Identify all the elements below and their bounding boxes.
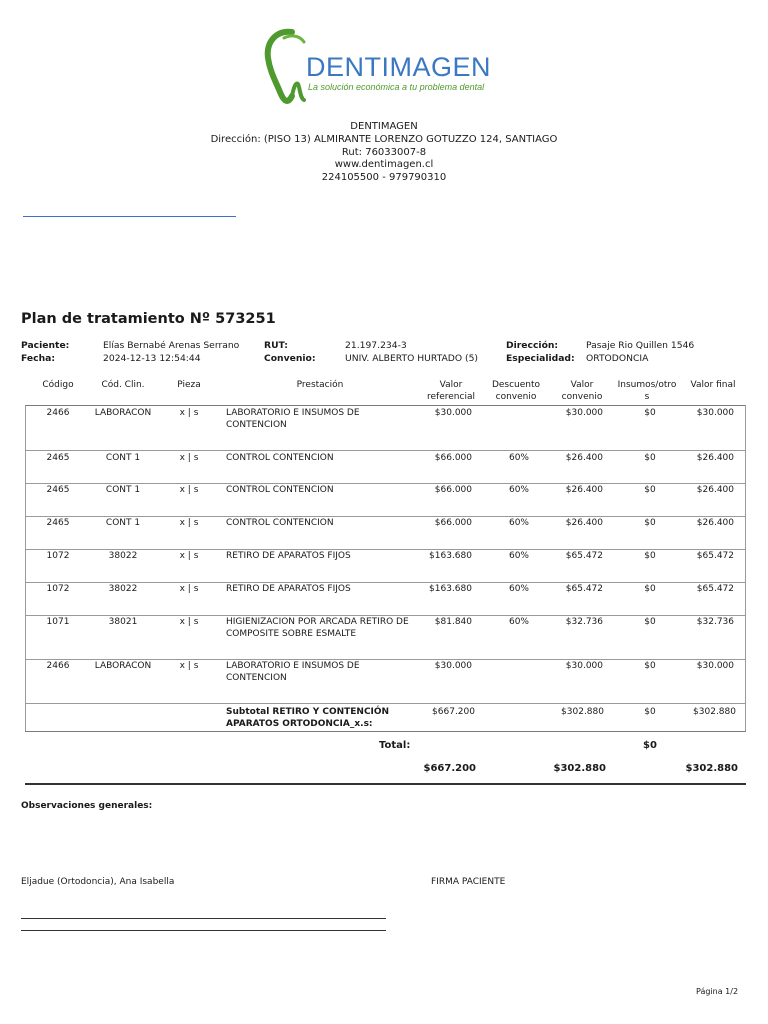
total-valor-conv: $302.880 [553, 763, 606, 774]
row-divider [25, 615, 746, 616]
cell-valor-ref: $66.000 [434, 518, 472, 528]
total-valor-final: $302.880 [685, 763, 738, 774]
cell-insumos: $0 [644, 584, 656, 594]
cell-valor-ref: $30.000 [434, 408, 472, 418]
cell-valor-ref: $81.840 [434, 617, 472, 627]
rut-label: RUT: [264, 340, 288, 351]
cell-valor-final: $30.000 [696, 661, 734, 671]
fecha-label: Fecha: [21, 353, 55, 364]
direccion-value: Pasaje Rio Quillen 1546 [586, 340, 695, 351]
cell-valor-ref: $66.000 [434, 485, 472, 495]
company-phones: 224105500 - 979790310 [321, 172, 447, 184]
cell-cod-clin: LABORACON [94, 408, 152, 418]
cell-prestacion: HIGIENIZACION POR ARCADA RETIRO DE COMPOSITE SOBRE ESMALTE [226, 617, 409, 639]
cell-codigo: 2466 [46, 661, 70, 671]
cell-pieza: x | s [179, 551, 199, 561]
subtotal-label: Subtotal RETIRO Y CONTENCIÓN APARATOS ORTODONCIA_x.s: [226, 707, 390, 729]
cell-cod-clin: CONT 1 [105, 453, 141, 463]
cell-insumos: $0 [644, 453, 656, 463]
cell-insumos: $0 [644, 617, 656, 627]
cell-valor-ref: $30.000 [434, 661, 472, 671]
cell-valor-final: $26.400 [696, 453, 734, 463]
total-label: Total: [379, 740, 411, 751]
row-divider [25, 659, 746, 660]
header-valor-referencial: Valor referencial [427, 380, 475, 402]
subtotal-underline [25, 731, 746, 732]
row-divider [25, 483, 746, 484]
cell-prestacion: CONTROL CONTENCION [226, 485, 334, 495]
subtotal-valor-final: $302.880 [693, 707, 736, 717]
cell-prestacion: RETIRO DE APARATOS FIJOS [226, 551, 351, 561]
cell-codigo: 1071 [46, 617, 70, 627]
paciente-label: Paciente: [21, 340, 70, 351]
row-divider [25, 450, 746, 451]
header-prestacion: Prestación [296, 380, 344, 390]
cell-pieza: x | s [179, 408, 199, 418]
cell-pieza: x | s [179, 453, 199, 463]
cell-cod-clin: CONT 1 [105, 485, 141, 495]
direccion-label: Dirección: [506, 340, 559, 351]
link-underline[interactable] [23, 216, 236, 217]
convenio-value: UNIV. ALBERTO HURTADO (5) [345, 353, 479, 364]
cell-codigo: 2466 [46, 408, 70, 418]
cell-pieza: x | s [179, 661, 199, 671]
total-valor-ref: $667.200 [423, 763, 476, 774]
cell-valor-ref: $66.000 [434, 453, 472, 463]
cell-valor-conv: $65.472 [565, 584, 603, 594]
signature-line [21, 930, 386, 931]
cell-valor-final: $65.472 [696, 551, 734, 561]
cell-valor-conv: $26.400 [565, 485, 603, 495]
cell-valor-final: $65.472 [696, 584, 734, 594]
row-divider [25, 549, 746, 550]
subtotal-valor-ref: $667.200 [432, 707, 475, 717]
cell-valor-conv: $32.736 [565, 617, 603, 627]
cell-prestacion: RETIRO DE APARATOS FIJOS [226, 584, 351, 594]
header-insumos: Insumos/otro s [617, 380, 677, 402]
cell-cod-clin: 38022 [108, 584, 138, 594]
cell-cod-clin: CONT 1 [105, 518, 141, 528]
cell-pieza: x | s [179, 584, 199, 594]
row-divider [25, 703, 746, 704]
cell-codigo: 2465 [46, 453, 70, 463]
firma-paciente-label: FIRMA PACIENTE [431, 877, 506, 887]
cell-valor-ref: $163.680 [429, 551, 472, 561]
cell-insumos: $0 [644, 661, 656, 671]
cell-codigo: 2465 [46, 518, 70, 528]
cell-pieza: x | s [179, 485, 199, 495]
cell-codigo: 1072 [46, 551, 70, 561]
header-pieza: Pieza [177, 380, 201, 390]
cell-cod-clin: LABORACON [94, 661, 152, 671]
row-divider [25, 582, 746, 583]
total-underline [25, 783, 746, 785]
especialidad-label: Especialidad: [506, 353, 575, 364]
company-name: DENTIMAGEN [350, 121, 418, 132]
subtotal-insumos: $0 [644, 707, 656, 717]
company-address: Dirección: (PISO 13) ALMIRANTE LORENZO GOTUZZO 124, SANTIAGO [210, 133, 558, 145]
cell-valor-final: $32.736 [696, 617, 734, 627]
cell-descuento: 60% [508, 485, 529, 495]
cell-insumos: $0 [644, 518, 656, 528]
cell-valor-final: $26.400 [696, 518, 734, 528]
header-cod-clin: Cód. Clin. [101, 380, 145, 390]
subtotal-valor-conv: $302.880 [561, 707, 604, 717]
signature-line [21, 918, 386, 919]
cell-descuento: 60% [508, 551, 529, 561]
header-valor-convenio: Valor convenio [561, 380, 603, 402]
cell-valor-final: $26.400 [696, 485, 734, 495]
cell-valor-conv: $26.400 [565, 518, 603, 528]
cell-prestacion: CONTROL CONTENCION [226, 518, 334, 528]
especialidad-value: ORTODONCIA [586, 353, 649, 364]
observaciones-label: Observaciones generales: [21, 801, 153, 811]
cell-codigo: 1072 [46, 584, 70, 594]
total-insumos: $0 [643, 740, 657, 751]
cell-valor-final: $30.000 [696, 408, 734, 418]
cell-valor-conv: $26.400 [565, 453, 603, 463]
cell-insumos: $0 [644, 551, 656, 561]
row-divider [25, 516, 746, 517]
cell-valor-conv: $30.000 [565, 408, 603, 418]
cell-prestacion: LABORATORIO E INSUMOS DE CONTENCION [226, 661, 360, 683]
paciente-value: Elías Bernabé Arenas Serrano [103, 340, 240, 351]
cell-prestacion: LABORATORIO E INSUMOS DE CONTENCION [226, 408, 360, 430]
page-number: Página 1/2 [696, 987, 739, 996]
cell-valor-conv: $65.472 [565, 551, 603, 561]
cell-valor-ref: $163.680 [429, 584, 472, 594]
header-codigo: Código [42, 380, 74, 390]
cell-descuento: 60% [508, 584, 529, 594]
company-logo [262, 26, 492, 108]
logo-tagline: La solución económica a tu problema dental [308, 82, 485, 92]
logo-wordmark: DENTIMAGEN [306, 52, 492, 82]
header-descuento: Descuento convenio [491, 380, 541, 402]
fecha-value: 2024-12-13 12:54:44 [103, 353, 201, 364]
cell-valor-conv: $30.000 [565, 661, 603, 671]
cell-descuento: 60% [508, 453, 529, 463]
header-valor-final: Valor final [690, 380, 736, 390]
cell-descuento: 60% [508, 617, 529, 627]
rut-value: 21.197.234-3 [345, 340, 407, 351]
doctor-name: Eljadue (Ortodoncia), Ana Isabella [21, 877, 175, 887]
cell-pieza: x | s [179, 617, 199, 627]
company-rut: Rut: 76033007-8 [341, 146, 427, 158]
cell-pieza: x | s [179, 518, 199, 528]
company-info [0, 121, 768, 185]
cell-cod-clin: 38022 [108, 551, 138, 561]
document-title: Plan de tratamiento Nº 573251 [21, 311, 276, 327]
convenio-label: Convenio: [264, 353, 316, 364]
cell-codigo: 2465 [46, 485, 70, 495]
cell-prestacion: CONTROL CONTENCION [226, 453, 334, 463]
cell-insumos: $0 [644, 485, 656, 495]
cell-insumos: $0 [644, 408, 656, 418]
cell-cod-clin: 38021 [108, 617, 138, 627]
company-web: www.dentimagen.cl [334, 159, 434, 171]
cell-descuento: 60% [508, 518, 529, 528]
